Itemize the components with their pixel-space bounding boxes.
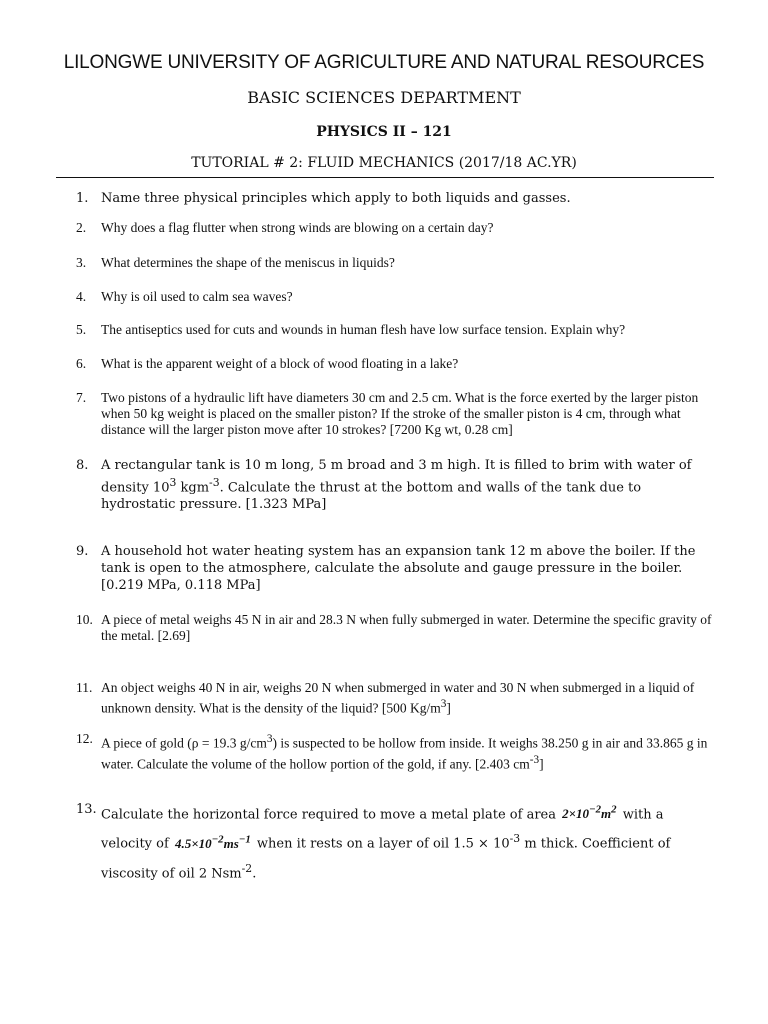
question-3: [76, 255, 716, 271]
question-text: Calculate the horizontal force required to move a metal plate of area $2\times 10^{-2}m^2$ with a velocity of $4.5\times 10^{-2}ms^{-1}$ when it rests on a layer of oil $1.5 \times 10^{-3}$ m thick. Coefficient of viscosity of oil 2 Nsm$^{-2}$.: [101, 804, 671, 881]
question-7: [76, 390, 716, 438]
department-title: BASIC SCIENCES DEPARTMENT: [247, 88, 521, 107]
question-number: 11.: [76, 680, 93, 695]
question-number: 1.: [76, 191, 89, 206]
question-6: [76, 356, 716, 372]
question-number: 12.: [76, 731, 93, 746]
course-title: PHYSICS II – 121: [316, 124, 452, 140]
question-number: 10.: [76, 612, 93, 627]
question-text: An object weighs 40 N in air, weighs 20 N when submerged in water and 30 N when submerged in a liquid of unknown density. What is the density of the liquid? [500 $Kg/m^3$]: [101, 680, 695, 716]
question-8: [76, 457, 716, 513]
question-13: [76, 798, 716, 886]
question-text: Why is oil used to calm sea waves?: [101, 289, 293, 304]
question-number: 6.: [76, 356, 87, 371]
question-text: Why does a flag flutter when strong winds are blowing on a certain day?: [101, 220, 494, 235]
question-text: The antiseptics used for cuts and wounds in human flesh have low surface tension. Explain why?: [101, 322, 626, 337]
question-text: A household hot water heating system has an expansion tank 12 m above the boiler. If the tank is open to the atmosphere, calculate the absolute and gauge pressure in the boiler. [0.219 MPa, 0.118 MPa]: [101, 544, 696, 593]
question-number: 2.: [76, 220, 87, 235]
question-text: What determines the shape of the meniscus in liquids?: [101, 255, 395, 270]
university-title: LILONGWE UNIVERSITY OF AGRICULTURE AND NATURAL RESOURCES: [63, 52, 705, 73]
header-divider: [56, 177, 714, 178]
question-text: Two pistons of a hydraulic lift have diameters 30 cm and 2.5 cm. What is the force exerted by the larger piston when 50 kg weight is placed on the smaller piston? If the stroke of the smaller piston is 4 cm, through what distance will the larger piston move after 10 strokes? [7200 Kg wt, 0.28 cm]: [101, 390, 699, 437]
question-number: 9.: [76, 544, 89, 559]
question-number: 4.: [76, 289, 87, 304]
question-text: A piece of gold (ρ = 19.3 $g/cm^3$) is suspected to be hollow from inside. It weighs 38.250 g in air and 33.865 g in water. Calculate the volume of the hollow portion of the gold, if any. [2.403 $cm^{-3}$]: [101, 733, 708, 771]
question-4: [76, 289, 716, 305]
question-text: Name three physical principles which apply to both liquids and gasses.: [101, 191, 571, 206]
area-formula: $2\times 10^{-2}m^2$: [562, 804, 617, 822]
question-text: What is the apparent weight of a block of wood floating in a lake?: [101, 356, 459, 371]
question-number: 8.: [76, 458, 89, 473]
question-11: [76, 680, 716, 717]
question-1: [76, 190, 716, 207]
velocity-formula: $4.5\times 10^{-2}ms^{-1}$: [174, 833, 251, 851]
question-number: 5.: [76, 322, 87, 337]
question-12: [76, 731, 716, 772]
question-number: 13.: [76, 802, 97, 817]
question-text: A rectangular tank is 10 m long, 5 m broad and 3 m high. It is filled to brim with water of density $10^3$ kgm$^{-3}$. Calculate the thrust at the bottom and walls of the tank due to hydrostatic pressure. [1.323 MPa]: [101, 458, 692, 513]
question-2: [76, 220, 716, 236]
question-number: 7.: [76, 390, 87, 405]
question-9: [76, 543, 716, 594]
question-5: [76, 322, 716, 338]
question-10: [76, 612, 716, 644]
tutorial-title: TUTORIAL # 2: FLUID MECHANICS (2017/18 AC.YR): [191, 155, 577, 171]
question-text: A piece of metal weighs 45 N in air and 28.3 N when fully submerged in water. Determine the specific gravity of the metal. [2.69]: [101, 612, 712, 643]
question-number: 3.: [76, 255, 87, 270]
